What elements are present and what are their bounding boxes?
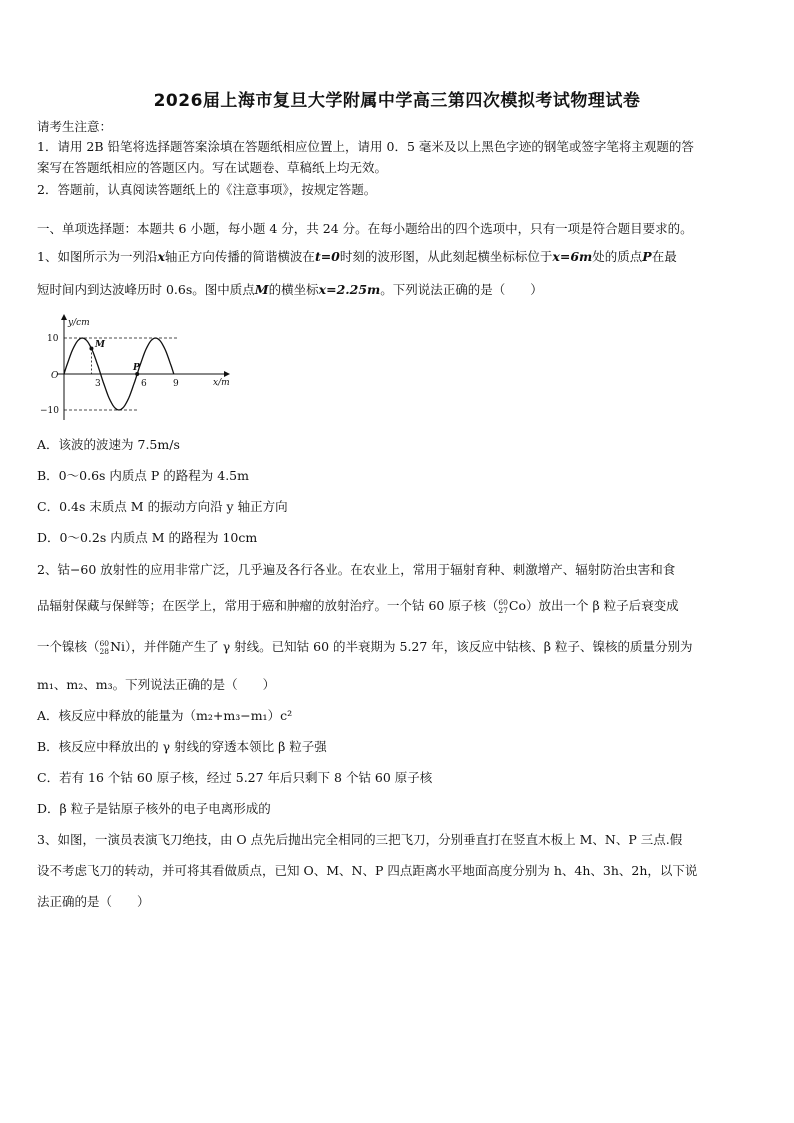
- y-tick-top: 10: [47, 334, 59, 344]
- q2-stem-line4: m₁、m₂、m₃。下列说法正确的是（ ）: [37, 677, 276, 692]
- notice-item-2: 案写在答题纸相应的答题区内。写在试题卷、草稿纸上均无效。: [37, 160, 388, 175]
- notice-heading: 请考生注意：: [37, 119, 113, 134]
- x-tick-9: 9: [173, 379, 179, 389]
- q1-option-d: D．0～0.2s 内质点 M 的路程为 10cm: [37, 530, 258, 545]
- x-axis-label: x/m: [213, 378, 230, 388]
- co-nuclide-numbers: 60 27: [498, 597, 508, 615]
- notice-item-1: 1．请用 2B 铅笔将选择题答案涂填在答题纸相应位置上，请用 0．5 毫米及以上黑色字迹的钢笔或签字笔将主观题的答: [37, 139, 694, 154]
- q1-option-c: C．0.4s 末质点 M 的振动方向沿 y 轴正方向: [37, 499, 288, 514]
- origin-label: O: [51, 371, 59, 381]
- point-m-marker: [89, 347, 93, 351]
- section-heading: 一、单项选择题：本题共 6 小题，每小题 4 分，共 24 分。在每小题给出的四个选项中，只有一项是符合题目要求的。: [37, 221, 693, 236]
- q2-stem-line3: 一个镍核（60 28Ni），并伴随产生了 γ 射线。已知钴 60 的半衰期为 5.27 年，该反应中钴核、β 粒子、镍核的质量分别为: [37, 638, 693, 656]
- x-tick-6: 6: [141, 379, 147, 389]
- q2-option-b: B．核反应中释放出的 γ 射线的穿透本领比 β 粒子强: [37, 739, 327, 754]
- ni-nuclide-numbers: 60 28: [99, 638, 110, 656]
- point-m-label: M: [95, 340, 105, 350]
- q2-stem-line2: 品辐射保藏与保鲜等；在医学上，常用于癌和肿瘤的放射治疗。一个钴 60 原子核（60 27Co）放出一个 β 粒子后衰变成: [37, 597, 679, 615]
- wave-graph: [37, 312, 237, 424]
- page-title: 2026届上海市复旦大学附属中学高三第四次模拟考试物理试卷: [153, 91, 641, 111]
- point-p-label: P: [133, 363, 140, 373]
- q3-stem-line2: 设不考虑飞刀的转动，并可将其看做质点，已知 O、M、N、P 四点距离水平地面高度分别为 h、4h、3h、2h，以下说: [37, 863, 698, 878]
- q2-stem-line1: 2、钴−60 放射性的应用非常广泛，几乎遍及各行各业。在农业上，常用于辐射育种、刺激增产、辐射防治虫害和食: [37, 562, 676, 577]
- q2-option-a: A．核反应中释放的能量为（m₂+m₃−m₁）c²: [37, 708, 293, 723]
- q2-option-d: D．β 粒子是钴原子核外的电子电离形成的: [37, 801, 271, 816]
- y-axis-label: y/cm: [68, 318, 90, 328]
- q3-stem-line1: 3、如图，一演员表演飞刀绝技，由 O 点先后抛出完全相同的三把飞刀，分别垂直打在竖直木板上 M、N、P 三点.假: [37, 832, 683, 847]
- x-tick-3: 3: [95, 379, 101, 389]
- q3-stem-line3: 法正确的是（ ）: [37, 894, 150, 909]
- q1-stem-line1: 1、如图所示为一列沿x轴正方向传播的简谐横波在t=0时刻的波形图，从此刻起横坐标标位于x=6m处的质点P在最: [37, 249, 677, 264]
- notice-item-3: 2．答题前，认真阅读答题纸上的《注意事项》，按规定答题。: [37, 182, 377, 197]
- q1-stem-line2: 短时间内到达波峰历时 0.6s。图中质点M的横坐标x=2.25m。下列说法正确的是（ ）: [37, 282, 543, 297]
- q1-option-b: B．0～0.6s 内质点 P 的路程为 4.5m: [37, 468, 249, 483]
- q1-option-a: A．该波的波速为 7.5m/s: [37, 437, 180, 452]
- q2-option-c: C．若有 16 个钴 60 原子核，经过 5.27 年后只剩下 8 个钴 60 原子核: [37, 770, 433, 785]
- y-tick-bottom: −10: [40, 406, 59, 416]
